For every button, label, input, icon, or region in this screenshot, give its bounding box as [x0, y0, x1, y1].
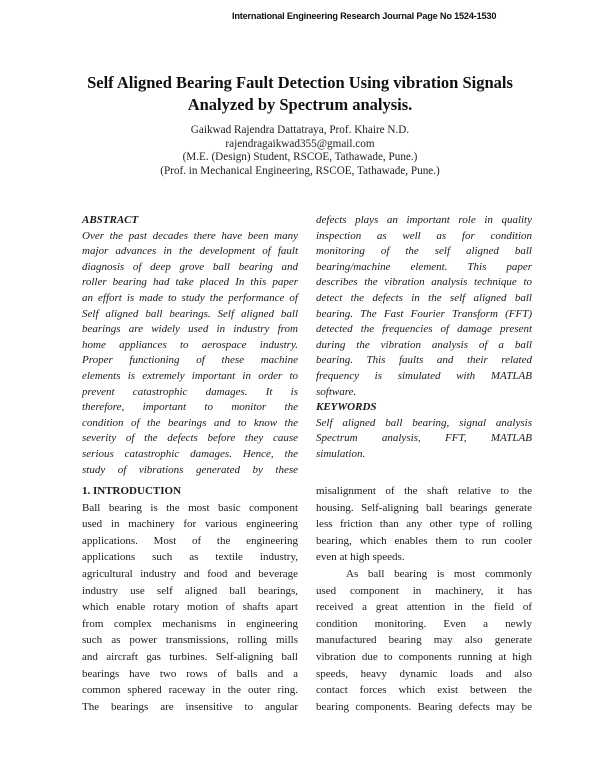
author-block	[0, 124, 600, 178]
abstract-line: monitoring of the self aligned ball	[316, 245, 532, 258]
journal-header: International Engineering Research Journal Page No 1524-1530	[232, 11, 497, 21]
body-line: bearing components. Bearing defects may be	[316, 700, 532, 713]
title-line: Analyzed by Spectrum analysis.	[187, 95, 413, 114]
abstract-line: roller bearing had take placed In this paper	[82, 276, 298, 289]
body-line: applications. Most of the engineering	[82, 534, 298, 547]
body-line: contact forces which exist between the	[316, 684, 532, 697]
paper-title	[0, 72, 600, 116]
abstract-line: software.	[316, 385, 357, 398]
abstract-left-column	[82, 213, 298, 478]
abstract-line: defects plays an important role in quality	[316, 214, 532, 226]
abstract-line: elements is extremely important in order to	[82, 369, 298, 382]
keywords-line: Self aligned ball bearing, signal analysis	[316, 416, 532, 429]
title-line: Self Aligned Bearing Fault Detection Using vibration Signals	[87, 73, 513, 92]
introduction-heading: 1. INTRODUCTION	[82, 485, 182, 497]
body-line: received a great attention in the field of	[316, 601, 532, 614]
abstract-line: diagnosis of deep grove ball bearing and	[82, 260, 298, 273]
body-line: The bearings are insensitive to angular	[82, 700, 298, 713]
body-line: As ball bearing is most commonly	[346, 567, 532, 580]
introduction-right-column	[316, 483, 532, 715]
keywords-heading: KEYWORDS	[316, 401, 377, 414]
introduction-left-column	[82, 483, 298, 715]
body-line: agricultural industry and food and beverage	[82, 567, 298, 580]
body-line: used component in machinery, it has	[316, 584, 532, 597]
body-line: vibration due to components running at high	[316, 650, 532, 663]
abstract-line: during the vibration analysis of a ball	[316, 338, 532, 351]
body-line: manufactured bearing may also generate	[316, 634, 532, 647]
body-line: from complex mechanisms in engineering	[82, 617, 298, 630]
abstract-heading: ABSTRACT	[82, 214, 139, 226]
abstract-line: study of vibrations generated by these	[82, 463, 298, 476]
abstract-line: Over the past decades there have been many	[82, 229, 298, 242]
abstract-line: bearings are widely used in industry from	[82, 323, 298, 336]
body-line: common sphered raceway in the outer ring.	[82, 684, 298, 697]
author-email[interactable]: rajendragaikwad355@gmail.com	[225, 137, 375, 150]
body-line: applications such as textile industry,	[82, 551, 298, 564]
body-line: used in machinery for various engineering	[82, 518, 298, 531]
body-line: condition monitoring. Even a newly	[316, 617, 532, 630]
abstract-line: major advances in the development of fault	[82, 245, 298, 258]
abstract-right-column	[316, 213, 532, 463]
abstract-line: bearing. This faults and their related	[316, 354, 532, 367]
abstract-line: prevent catastrophic damages. It is	[82, 385, 298, 398]
abstract-line: condition of the bearings and to know the	[82, 416, 298, 429]
author-affiliation: (M.E. (Design) Student, RSCOE, Tathawade, Pune.)	[182, 151, 418, 164]
body-line: which enable rotary motion of shafts apart	[82, 601, 298, 614]
body-line: bearings have two rows of balls and a	[82, 667, 298, 680]
body-line: such as power transmissions, rolling mills	[82, 634, 298, 647]
abstract-line: detected the frequencies of damage present	[316, 323, 532, 336]
abstract-line: bearing. The Fast Fourier Transform (FFT)	[316, 307, 532, 320]
body-line: bearing, which enables them to run cooler	[316, 534, 532, 547]
abstract-line: describes the vibration analysis technique to	[316, 276, 532, 289]
abstract-line: severity of the defects before they cause	[82, 432, 298, 445]
abstract-line: home appliances to aerospace industry.	[82, 338, 298, 351]
body-line: speeds, heavy dynamic loads and also	[316, 667, 532, 680]
body-line: less friction than any other type of rolling	[316, 518, 532, 531]
author-affiliation: (Prof. in Mechanical Engineering, RSCOE, Tathawade, Pune.)	[160, 164, 440, 177]
body-line: Ball bearing is the most basic component	[82, 501, 298, 514]
body-line: even at high speeds.	[316, 551, 405, 564]
abstract-line: Proper functioning of these machine	[82, 354, 298, 367]
abstract-line: Self aligned ball bearings. Self aligned ball	[82, 307, 298, 320]
abstract-line: inspection as well as for condition	[316, 229, 532, 242]
abstract-line: detect the defects in the self aligned ball	[316, 291, 532, 304]
abstract-line: frequency is simulated with MATLAB	[316, 369, 532, 382]
body-line: misalignment of the shaft relative to the	[316, 485, 532, 497]
abstract-line: an effort is made to study the performance of	[82, 291, 298, 304]
abstract-line: therefore, important to monitor the	[82, 401, 298, 414]
body-line: industry use self aligned ball bearings,	[82, 584, 298, 597]
body-line: housing. Self-aligning ball bearings generate	[316, 501, 532, 514]
keywords-line: simulation.	[316, 447, 366, 460]
keywords-line: Spectrum analysis, FFT, MATLAB	[316, 432, 532, 445]
body-line: and aircraft gas turbines. Self-aligning ball	[82, 650, 298, 663]
author-names: Gaikwad Rajendra Dattatraya, Prof. Khaire N.D.	[190, 124, 410, 136]
abstract-line: bearing/machine element. This paper	[316, 260, 532, 273]
abstract-line: serious catastrophic damages. Hence, the	[82, 447, 298, 460]
